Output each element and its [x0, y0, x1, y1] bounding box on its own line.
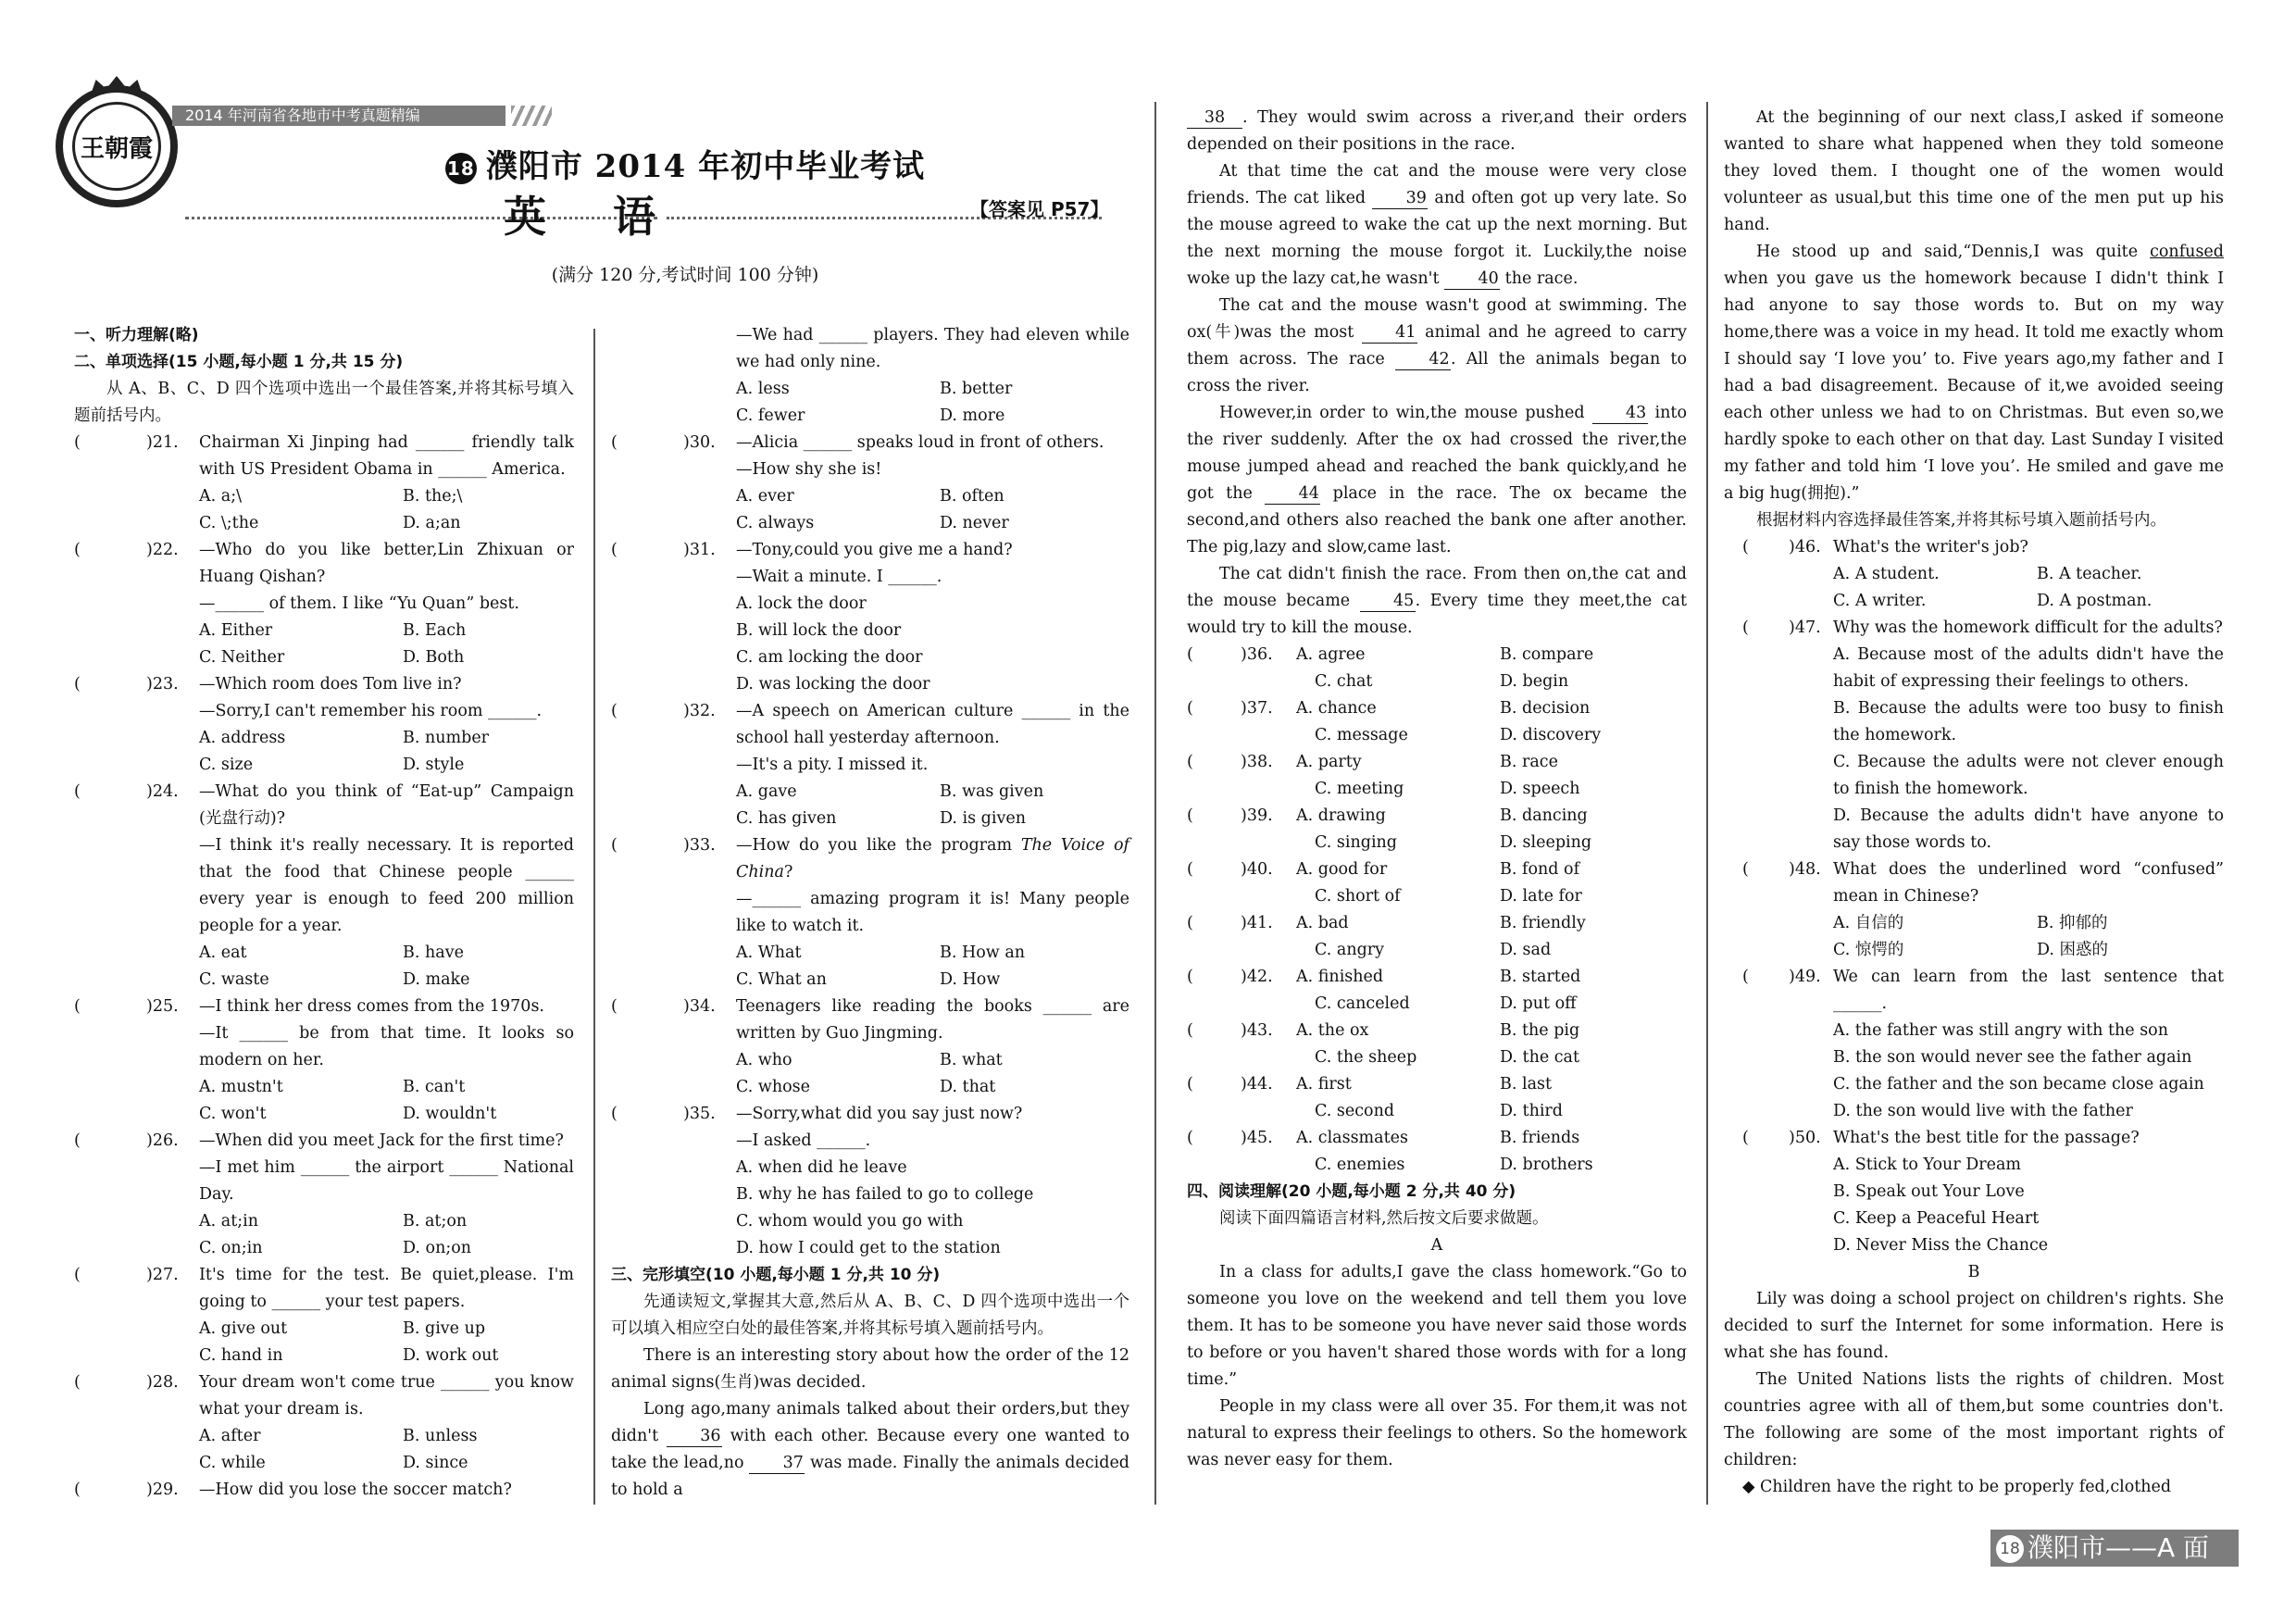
options-25: A. mustn't B. can't C. won't D. wouldn't	[199, 1078, 497, 1123]
column-3	[1187, 105, 1687, 1474]
question-32: ( )32. —A speech on American culture ______ in the school hall yesterday afternoon.	[611, 702, 1129, 747]
option-49-b: B. the son would never see the father again	[1833, 1048, 2192, 1067]
option-35-d: D. how I could get to the station	[736, 1239, 1001, 1257]
question-29-reply: —We had ______ players. They had eleven while we had only nine.	[736, 326, 1129, 371]
option-31-c: C. am locking the door	[736, 648, 923, 667]
question-32-reply: —It's a pity. I missed it.	[736, 756, 929, 774]
section-instruction: 先通读短文,掌握其大意,然后从 A、B、C、D 四个选项中选出一个可以填入相应空白处的最佳答案,并将其标号填入题前括号内。	[611, 1293, 1129, 1338]
footer-badge: 18	[1996, 1535, 2024, 1563]
passage-paragraph: The United Nations lists the rights of children. Most countries agree with all of them,but some countries don't. The following are some of the most important rights of children:	[1724, 1370, 2224, 1469]
question-38: ( )38. A. party B. race C. meeting D. speech	[1187, 753, 1580, 798]
question-33: ( )33. —How do you like the program The Voice of China?	[611, 836, 1129, 881]
blank-41: 41	[1362, 322, 1417, 344]
section-instruction: 从 A、B、C、D 四个选项中选出一个最佳答案,并将其标号填入题前括号内。	[74, 380, 574, 425]
section-heading: 二、单项选择(15 小题,每小题 1 分,共 15 分)	[74, 353, 404, 371]
question-22-reply: —______ of them. I like “Yu Quan” best.	[199, 594, 519, 613]
passage-paragraph: People in my class were all over 35. For them,it was not natural to express their feelings to others. So the homework was never easy for them.	[1187, 1397, 1687, 1469]
question-30: ( )30. —Alicia ______ speaks loud in front of others.	[611, 433, 1104, 452]
options-33: A. What B. How an C. What an D. How	[736, 943, 1026, 989]
blank-40: 40	[1444, 269, 1500, 290]
question-40: ( )40. A. good for B. fond of C. short of D. late for	[1187, 860, 1582, 906]
passage-paragraph: At the beginning of our next class,I asked if someone wanted to share what happened when they told someone they loved them. I thought one of the women would volunteer as usual,but this time one of the men put up his hand.	[1724, 108, 2224, 234]
options-21: A. a;\ B. the;\ C. \;the D. a;an	[199, 487, 463, 532]
question-26: ( )26. —When did you meet Jack for the first time?	[74, 1131, 564, 1150]
column-4	[1724, 105, 2224, 1501]
option-49-d: D. the son would live with the father	[1833, 1102, 2133, 1120]
options-46: A. A student. B. A teacher. C. A writer. D. A postman.	[1833, 565, 2152, 610]
question-31-reply: —Wait a minute. I ______.	[736, 568, 942, 586]
question-49: ( )49. We can learn from the last sentence that ______.	[1742, 968, 2224, 1013]
options-22: A. Either B. Each C. Neither D. Both	[199, 621, 467, 667]
cloze-paragraph: The cat didn't finish the race. From then on,the cat and the mouse became 45. Every time they meet,the cat would try to kill the mouse.	[1187, 565, 1687, 637]
question-41: ( )41. A. bad B. friendly C. angry D. sad	[1187, 914, 1586, 959]
exam-title	[389, 141, 981, 186]
underlined-word: confused	[2150, 243, 2224, 261]
question-36: ( )36. A. agree B. compare C. chat D. begin	[1187, 645, 1594, 691]
question-43: ( )43. A. the ox B. the pig C. the sheep D. the cat	[1187, 1021, 1580, 1067]
question-24-reply: —I think it's really necessary. It is reported that the food that Chinese people ______ every year is enough to feed 200 million people for a year.	[199, 836, 574, 935]
blank-37: 37	[749, 1453, 805, 1474]
section-heading: 四、阅读理解(20 小题,每小题 2 分,共 40 分)	[1187, 1182, 1516, 1201]
blank-45: 45	[1360, 591, 1416, 612]
question-46: ( )46. What's the writer's job?	[1742, 538, 2028, 556]
question-26-reply: —I met him ______ the airport ______ National Day.	[199, 1158, 574, 1204]
options-28: A. after B. unless C. while D. since	[199, 1427, 478, 1472]
passage-paragraph: Lily was doing a school project on children's rights. She decided to surf the Internet for some information. Here is what she has found.	[1724, 1290, 2224, 1362]
option-50-c: C. Keep a Peaceful Heart	[1833, 1209, 2040, 1228]
question-34: ( )34. Teenagers like reading the books ______ are written by Guo Jingming.	[611, 997, 1129, 1043]
section-instruction: 阅读下面四篇语言材料,然后按文后要求做题。	[1219, 1209, 1549, 1228]
option-50-b: B. Speak out Your Love	[1833, 1182, 2025, 1201]
option-35-c: C. whom would you go with	[736, 1212, 964, 1231]
section-heading: 三、完形填空(10 小题,每小题 1 分,共 10 分)	[611, 1266, 941, 1284]
cloze-paragraph-cont: 38 . They would swim across a river,and their orders depended on their positions in the race.	[1187, 108, 1687, 154]
passage-label: A	[1430, 1236, 1443, 1255]
cloze-paragraph: However,in order to win,the mouse pushed 43 into the river suddenly. After the ox had crossed the river,the mouse jumped ahead and reached the bank quickly,and he got the 44 place in the race. The ox became the second,and others also reached the bank one after another. The pig,lazy and slow,came last.	[1187, 404, 1687, 556]
options-48: A. 自信的 B. 抑郁的 C. 惊愕的 D. 困惑的	[1833, 914, 2109, 959]
option-31-b: B. will lock the door	[736, 621, 902, 640]
question-25: ( )25. —I think her dress comes from the 1970s.	[74, 997, 544, 1016]
option-50-d: D. Never Miss the Chance	[1833, 1236, 2049, 1255]
question-35-reply: —I asked ______.	[736, 1131, 871, 1150]
page-footer-tab	[1990, 1530, 2239, 1567]
passage-paragraph: In a class for adults,I gave the class homework.“Go to someone you love on the weekend and tell them you love them. It has to be someone you have never said those words to before or you haven't shared those words with for a long time.”	[1187, 1263, 1687, 1389]
blank-39: 39	[1372, 188, 1428, 209]
question-23: ( )23. —Which room does Tom live in?	[74, 675, 462, 694]
cloze-paragraph: There is an interesting story about how the order of the 12 animal signs(生肖)was decided.	[611, 1346, 1129, 1392]
blank-38: 38	[1187, 107, 1242, 129]
score-line: (满分 120 分,考试时间 100 分钟)	[551, 265, 819, 285]
blank-43: 43	[1592, 403, 1648, 424]
option-31-a: A. lock the door	[736, 594, 867, 613]
series-banner: 2014 年河南省各地市中考真题精编	[172, 106, 505, 126]
question-31: ( )31. —Tony,could you give me a hand?	[611, 541, 1013, 559]
question-48: ( )48. What does the underlined word “confused” mean in Chinese?	[1742, 860, 2224, 906]
banner-stripes	[511, 106, 552, 126]
exam-number-badge: 18	[445, 153, 477, 184]
question-37: ( )37. A. chance B. decision C. message D. discovery	[1187, 699, 1602, 744]
footer-text: 濮阳市——A 面	[2028, 1532, 2210, 1563]
options-24: A. eat B. have C. waste D. make	[199, 943, 470, 989]
question-33-reply: —______ amazing program it is! Many people like to watch it.	[736, 890, 1129, 935]
passage-bullet: ◆ Children have the right to be properly fed,clothed	[1742, 1478, 2172, 1496]
question-47: ( )47. Why was the homework difficult for the adults?	[1742, 619, 2223, 637]
options-27: A. give out B. give up C. hand in D. work out	[199, 1319, 499, 1365]
section-instruction: 根据材料内容选择最佳答案,并将其标号填入题前括号内。	[1756, 511, 2167, 530]
question-35: ( )35. —Sorry,what did you say just now?	[611, 1105, 1023, 1123]
column-divider	[1706, 102, 1708, 1505]
passage-label: B	[1967, 1263, 1980, 1281]
section-heading: 一、听力理解(略)	[74, 326, 199, 344]
question-22: ( )22. —Who do you like better,Lin Zhixuan or Huang Qishan?	[74, 541, 574, 586]
question-42: ( )42. A. finished B. started C. canceled D. put off	[1187, 968, 1581, 1013]
column-1	[74, 322, 574, 1504]
option-47-a: A. Because most of the adults didn't have the habit of expressing their feelings to others.	[1833, 645, 2224, 691]
answer-reference: 【答案见 P57】	[970, 198, 1109, 220]
question-39: ( )39. A. drawing B. dancing C. singing D. sleeping	[1187, 806, 1592, 852]
question-28: ( )28. Your dream won't come true ______ you know what your dream is.	[74, 1373, 574, 1418]
option-35-b: B. why he has failed to go to college	[736, 1185, 1034, 1204]
option-49-a: A. the father was still angry with the son	[1833, 1021, 2168, 1040]
exam-title-text: 濮阳市 2014 年初中毕业考试	[485, 148, 926, 185]
blank-42: 42	[1395, 349, 1451, 370]
question-23-reply: —Sorry,I can't remember his room ______.	[199, 702, 543, 720]
option-47-b: B. Because the adults were too busy to finish the homework.	[1833, 699, 2224, 744]
cloze-paragraph: Long ago,many animals talked about their orders,but they didn't 36 with each other. Because every one wanted to take the lead,no 37 was made. Finally the animals decided to hold a	[611, 1400, 1129, 1499]
question-27: ( )27. It's time for the test. Be quiet,please. I'm going to ______ your test papers.	[74, 1266, 574, 1311]
passage-paragraph: He stood up and said,“Dennis,I was quite confused when you gave us the homework because I didn't think I had anyone to say those words to. But on my way home,there was a voice in my head. It told me exactly whom I should say ‘I love you’ to. Five years ago,my father and I had a bad disagreement. Because of it,we avoided seeing each other unless we had to on Christmas. But even so,we hardly spoke to each other on that day. Last Sunday I visited my father and told him ‘I love you’. He smiled and gave me a big hug(拥抱).”	[1724, 243, 2224, 503]
cloze-paragraph: The cat and the mouse wasn't good at swimming. The ox(牛)was the most 41 animal and he agreed to carry them across. The race 42. All the animals began to cross the river.	[1187, 296, 1687, 395]
subject-title: 英 语	[503, 192, 681, 242]
question-50: ( )50. What's the best title for the passage?	[1742, 1129, 2140, 1147]
option-50-a: A. Stick to Your Dream	[1833, 1156, 2022, 1174]
cloze-paragraph: At that time the cat and the mouse were very close friends. The cat liked 39 and often got up very late. So the mouse agreed to wake the cat up the next morning. But the next morning the mouse forgot it. Luckily,the noise woke up the lazy cat,he wasn't 40 the race.	[1187, 162, 1687, 288]
column-divider	[1154, 102, 1156, 1505]
question-25-reply: —It ______ be from that time. It looks so modern on her.	[199, 1024, 574, 1069]
question-24: ( )24. —What do you think of “Eat-up” Campaign (光盘行动)?	[74, 782, 574, 828]
blank-36: 36	[667, 1426, 722, 1447]
options-34: A. who B. what C. whose D. that	[736, 1051, 1003, 1096]
question-45: ( )45. A. classmates B. friends C. enemies D. brothers	[1187, 1129, 1593, 1174]
column-2	[611, 322, 1129, 1504]
question-21: ( )21. Chairman Xi Jinping had ______ friendly talk with US President Obama in ______ America.	[74, 433, 574, 479]
option-47-c: C. Because the adults were not clever enough to finish the homework.	[1833, 753, 2224, 798]
publisher-logo	[56, 85, 178, 207]
options-29: A. less B. better C. fewer D. more	[736, 380, 1013, 425]
options-26: A. at;in B. at;on C. on;in D. on;on	[199, 1212, 472, 1257]
options-23: A. address B. number C. size D. style	[199, 729, 490, 774]
options-32: A. gave B. was given C. has given D. is given	[736, 782, 1044, 828]
blank-44: 44	[1265, 483, 1320, 505]
options-30: A. ever B. often C. always D. never	[736, 487, 1009, 532]
option-49-c: C. the father and the son became close again	[1833, 1075, 2204, 1093]
question-30-reply: —How shy she is!	[736, 460, 882, 479]
option-35-a: A. when did he leave	[736, 1158, 907, 1177]
question-29: ( )29. —How did you lose the soccer match?	[74, 1481, 512, 1499]
question-44: ( )44. A. first B. last C. second D. third	[1187, 1075, 1564, 1120]
option-31-d: D. was locking the door	[736, 675, 930, 694]
logo-text: 王朝霞	[72, 102, 161, 191]
option-47-d: D. Because the adults didn't have anyone to say those words to.	[1833, 806, 2224, 852]
